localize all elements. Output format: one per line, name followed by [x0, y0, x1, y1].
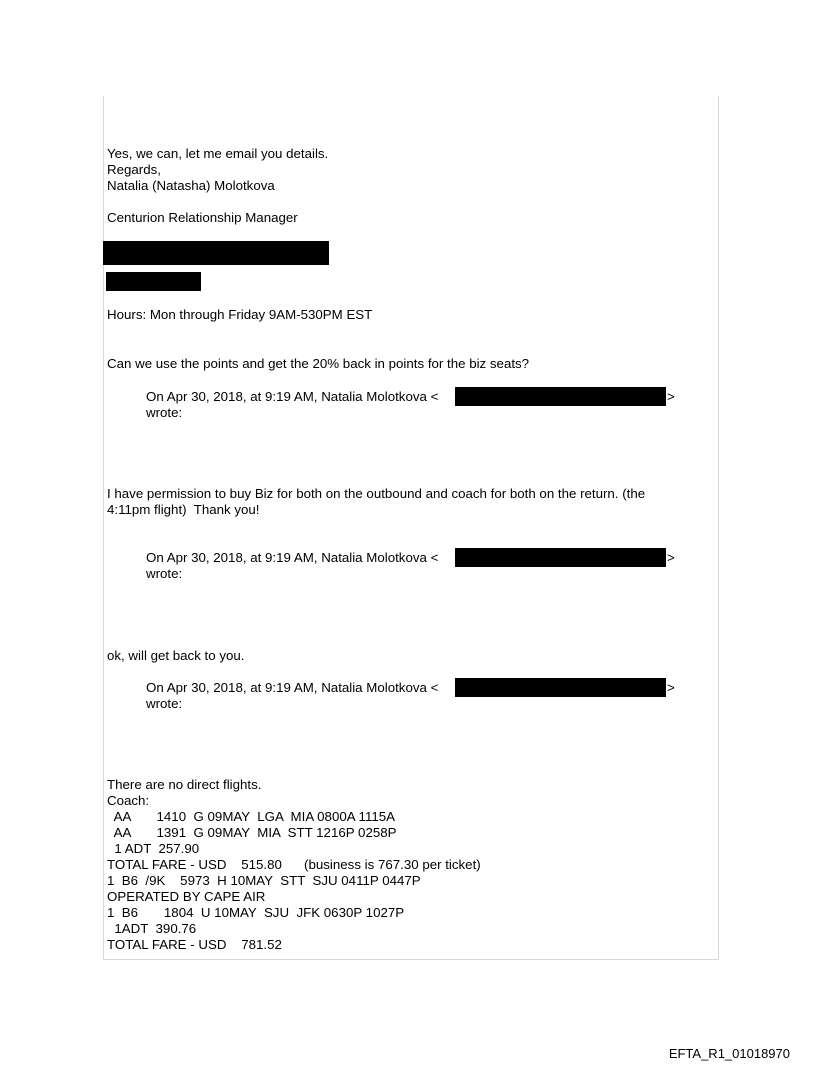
quote-wrote: wrote: — [146, 696, 183, 711]
message-text: ok, will get back to you. — [107, 648, 245, 663]
itinerary-line: TOTAL FARE - USD 781.52 — [107, 937, 282, 952]
itinerary-line: There are no direct flights. — [107, 777, 262, 792]
reply-regards: Regards, — [107, 162, 161, 177]
quote-wrote: wrote: — [146, 566, 183, 581]
quote-header: On Apr 30, 2018, at 9:19 AM, Natalia Molotkova < — [146, 389, 439, 404]
itinerary-line: OPERATED BY CAPE AIR — [107, 889, 266, 904]
redaction-block — [103, 241, 329, 265]
redaction-block — [455, 678, 666, 697]
message-text: Can we use the points and get the 20% back in points for the biz seats? — [107, 356, 530, 371]
itinerary-line: 1 ADT 257.90 — [107, 841, 200, 856]
itinerary-line: 1ADT 390.76 — [107, 921, 197, 936]
itinerary-line: 1 B6 1804 U 10MAY SJU JFK 0630P 1027P — [107, 905, 405, 920]
quote-header-close: > — [667, 389, 675, 404]
quote-header: On Apr 30, 2018, at 9:19 AM, Natalia Molotkova < — [146, 550, 439, 565]
signature-hours: Hours: Mon through Friday 9AM-530PM EST — [107, 307, 373, 322]
message-text: 4:11pm flight) Thank you! — [107, 502, 260, 517]
redaction-block — [455, 387, 666, 406]
document-id: EFTA_R1_01018970 — [668, 1046, 790, 1061]
redaction-block — [106, 272, 201, 291]
quote-header-close: > — [667, 680, 675, 695]
redaction-block — [455, 548, 666, 567]
signature-title: Centurion Relationship Manager — [107, 210, 298, 225]
message-text: I have permission to buy Biz for both on the outbound and coach for both on the return. (the — [107, 486, 646, 501]
quote-wrote: wrote: — [146, 405, 183, 420]
itinerary-line: 1 B6 /9K 5973 H 10MAY STT SJU 0411P 0447P — [107, 873, 421, 888]
itinerary-line: AA 1391 G 09MAY MIA STT 1216P 0258P — [107, 825, 397, 840]
signature-name: Natalia (Natasha) Molotkova — [107, 178, 275, 193]
itinerary-line: Coach: — [107, 793, 150, 808]
itinerary-line: TOTAL FARE - USD 515.80 (business is 767.30 per ticket) — [107, 857, 481, 872]
quote-header-close: > — [667, 550, 675, 565]
quote-header: On Apr 30, 2018, at 9:19 AM, Natalia Molotkova < — [146, 680, 439, 695]
itinerary-line: AA 1410 G 09MAY LGA MIA 0800A 1115A — [107, 809, 396, 824]
reply-line: Yes, we can, let me email you details. — [107, 146, 329, 161]
